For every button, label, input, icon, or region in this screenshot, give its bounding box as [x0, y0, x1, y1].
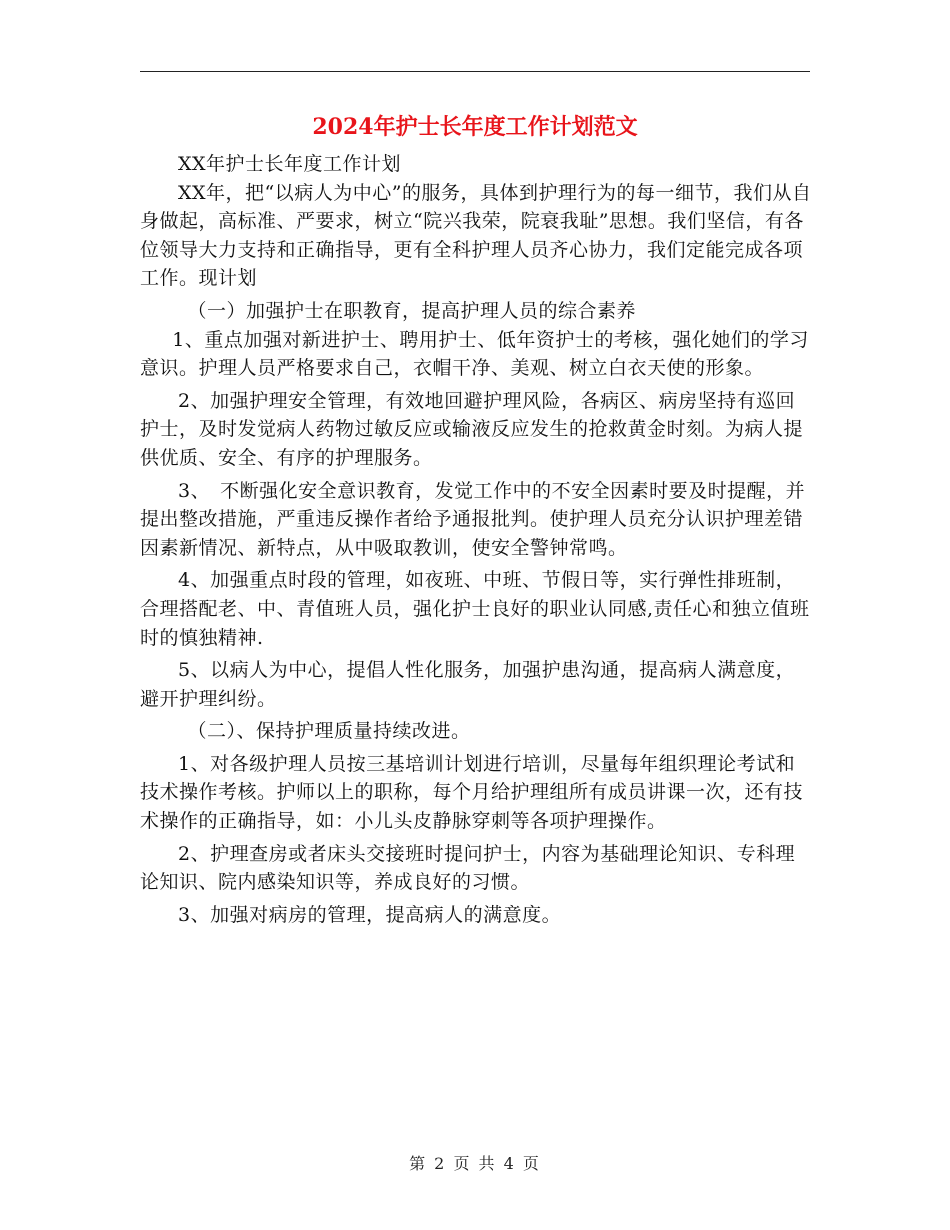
list-item: 5、以病人为中心，提倡人性化服务，加强护患沟通，提高病人满意度，避开护理纠纷。 [140, 659, 796, 710]
list-item: 1、对各级护理人员按三基培训计划进行培训，尽量每年组织理论考试和技术操作考核。护师以上的职称，每个月给护理组所有成员讲课一次，还有技术操作的正确指导，如：小儿头皮静脉穿刺等各项护理操作。 [140, 752, 804, 833]
document-title: 2024年护士长年度工作计划范文 [312, 114, 638, 140]
header-rule [140, 71, 810, 72]
list-item: 4、加强重点时段的管理，如夜班、中班、节假日等，实行弹性排班制，合理搭配老、中、青值班人员，强化护士良好的职业认同感,责任心和独立值班时的慎独精神. [140, 569, 810, 649]
list-item: 3、加强对病房的管理，提高病人的满意度。 [178, 903, 562, 926]
paragraph-subtitle: XX年护士长年度工作计划 [178, 153, 402, 175]
document-body [140, 150, 812, 929]
list-item: 2、护理查房或者床头交接班时提问护士，内容为基础理论知识、专科理论知识、院内感染知识等，养成良好的习惯。 [140, 842, 796, 894]
section-heading-2: （二）、保持护理质量持续改进。 [187, 720, 471, 743]
section-heading-1: （一）加强护士在职教育，提高护理人员的综合素养 [187, 299, 637, 322]
list-item: 3、 不断强化安全意识教育，发觉工作中的不安全因素时要及时提醒，并提出整改措施，严重违反操作者给予通报批判。使护理人员充分认识护理差错因素新情况、新特点，从中吸取教训，使安全警钟常鸣。 [140, 479, 806, 559]
list-item: 1、重点加强对新进护士、聘用护士、低年资护士的考核，强化她们的学习意识。护理人员严格要求自己，衣帽干净、美观、树立白衣天使的形象。 [140, 328, 809, 380]
page-number: 第 2 页 共 4 页 [409, 1154, 541, 1173]
paragraph-intro: XX年，把“以病人为中心”的服务，具体到护理行为的每一细节，我们从自身做起，高标准、严要求，树立“院兴我荣，院衰我耻”思想。我们坚信，有各位领导大力支持和正确指导，更有全科护理人员齐心协力，我们定能完成各项工作。现计划 [140, 181, 812, 290]
list-item: 2、加强护理安全管理，有效地回避护理风险，各病区、病房坚持有巡回护士，及时发觉病人药物过敏反应或输液反应发生的抢救黄金时刻。为病人提供优质、安全、有序的护理服务。 [140, 389, 804, 469]
